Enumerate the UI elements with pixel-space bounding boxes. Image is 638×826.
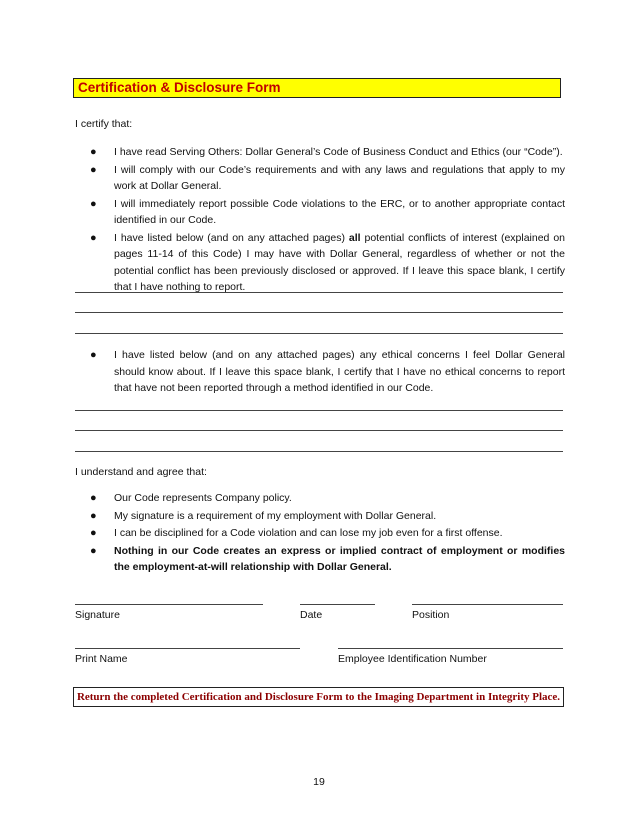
list-item: ● I have listed below (and on any attached pages) any ethical concerns I feel Dollar General should know about. If I leave this space blank, I certify that I have no ethical concerns to report that have not been reported through a method identified in our Code.: [90, 349, 565, 394]
list-item: ● I can be disciplined for a Code violation and can lose my job even for a first offense.: [75, 525, 565, 542]
list-item: ● Nothing in our Code creates an express or implied contract of employment or modifies the employment-at-will relationship with Dollar General.: [90, 544, 565, 573]
ethics-line[interactable]: [75, 410, 563, 411]
list-item: ● I will comply with our Code’s requirements and with any laws and regulations that apply to my work at Dollar General.: [90, 163, 565, 192]
list-item: ● I have listed below (and on any attached pages) all potential conflicts of interest (explained on pages 11-14 of this Code) I may have with Dollar General, regardless of whether or not the potential conflict has been previously disclosed or approved. If I leave this space blank, I certify that I have nothing to report.: [90, 231, 565, 293]
bullet-icon: ●: [90, 492, 97, 504]
signature-label: Signature: [75, 609, 120, 621]
employee-id-label: Employee Identification Number: [338, 653, 487, 665]
position-line[interactable]: [412, 604, 563, 605]
ethics-line[interactable]: [75, 451, 563, 452]
bullet-icon: ●: [90, 544, 97, 557]
bullet-icon: ●: [90, 509, 97, 522]
bullet-icon: ●: [90, 197, 97, 210]
position-label: Position: [412, 609, 450, 621]
agree-intro: I understand and agree that:: [75, 466, 207, 478]
certify-list: [75, 144, 565, 297]
ethics-list: [75, 347, 565, 398]
bullet-icon: ●: [90, 527, 97, 539]
list-item: ● I have read Serving Others: Dollar General’s Code of Business Conduct and Ethics (our “Code”).: [75, 144, 565, 161]
list-item: ● I will immediately report possible Code violations to the ERC, or to another appropriate contact identified in our Code.: [90, 197, 565, 226]
employee-id-line[interactable]: [338, 648, 563, 649]
form-title-bar: [73, 78, 561, 98]
certify-intro: I certify that:: [75, 118, 133, 130]
conflicts-line[interactable]: [75, 312, 563, 313]
return-notice: [73, 687, 564, 707]
conflicts-line[interactable]: [75, 292, 563, 293]
signature-line[interactable]: [75, 604, 263, 605]
conflicts-line[interactable]: [75, 333, 563, 334]
list-item: ● My signature is a requirement of my employment with Dollar General.: [75, 508, 565, 525]
list-item: ● Our Code represents Company policy.: [75, 490, 565, 507]
ethics-line[interactable]: [75, 430, 563, 431]
return-notice-text: Return the completed Certification and Disclosure Form to the Imaging Department in Integrity Place.: [76, 691, 561, 703]
date-label: Date: [300, 609, 323, 621]
page-number: 19: [313, 776, 325, 788]
print-name-line[interactable]: [75, 648, 300, 649]
date-line[interactable]: [300, 604, 375, 605]
agree-list: [75, 490, 565, 577]
form-title: Certification & Disclosure Form: [78, 80, 281, 95]
bullet-icon: ●: [90, 231, 97, 244]
bullet-icon: ●: [90, 146, 97, 158]
bullet-icon: ●: [90, 349, 97, 361]
print-name-label: Print Name: [75, 653, 128, 665]
bullet-icon: ●: [90, 163, 97, 176]
